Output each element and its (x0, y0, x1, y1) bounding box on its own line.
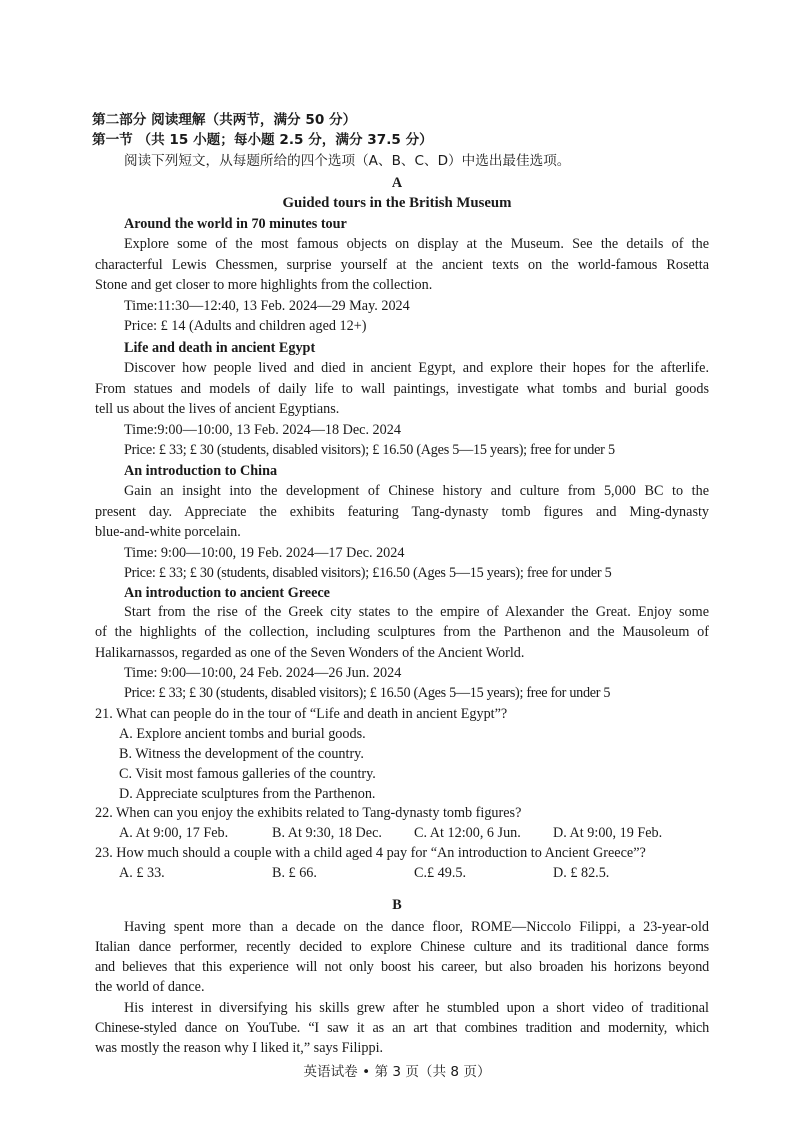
question-21-option-c: C. Visit most famous galleries of the country. (119, 766, 376, 782)
page-footer: 英语试卷 • 第 3 页（共 8 页） (303, 1064, 491, 1080)
passage-b-line: was mostly the reason why I liked it,” says Filippi. (95, 1040, 384, 1056)
tour-time: Time: 9:00—10:00, 24 Feb. 2024—26 Jun. 2024 (124, 665, 402, 681)
tour-price: Price: £ 14 (Adults and children aged 12+) (124, 318, 367, 334)
question-22-option-c: C. At 12:00, 6 Jun. (414, 825, 521, 841)
tour-name: Around the world in 70 minutes tour (124, 216, 347, 232)
tour-desc-line: Gain an insight into the development of Chinese history and culture from 5,000 BC to the (124, 483, 709, 499)
passage-b-line: Chinese-styled dance on YouTube. “I saw it as an art that combines tradition and modernity, which (95, 1020, 709, 1036)
question-22-option-d: D. At 9:00, 19 Feb. (553, 825, 663, 841)
section-heading: 第一节 （共 15 小题；每小题 2.5 分，满分 37.5 分） (92, 132, 433, 148)
question-23-option-c: C.£ 49.5. (414, 865, 467, 881)
instruction-text: 阅读下列短文，从每题所给的四个选项（A、B、C、D）中选出最佳选项。 (124, 153, 571, 169)
passage-b-line: His interest in diversifying his skills grew after he stumbled upon a short video of traditional (124, 1000, 709, 1016)
passage-a-label: A (391, 175, 403, 191)
tour-time: Time:9:00—10:00, 13 Feb. 2024—18 Dec. 2024 (124, 422, 401, 438)
tour-desc-line: Discover how people lived and died in ancient Egypt, and explore their hopes for the afterlife. (124, 360, 709, 376)
tour-desc-line: Start from the rise of the Greek city states to the empire of Alexander the Great. Enjoy some (124, 604, 709, 620)
question-22-stem: 22. When can you enjoy the exhibits related to Tang-dynasty tomb figures? (95, 805, 522, 821)
tour-price: Price: £ 33; £ 30 (students, disabled visitors); £16.50 (Ages 5—15 years); free for under 5 (124, 565, 612, 581)
passage-b-line: Having spent more than a decade on the dance floor, ROME—Niccolo Filippi, a 23-year-old (124, 919, 709, 935)
part-heading: 第二部分 阅读理解（共两节，满分 50 分） (92, 112, 357, 128)
tour-desc-line: of the highlights of the collection, including sculptures from the Parthenon and the Mausoleum of (95, 624, 709, 640)
question-21-option-a: A. Explore ancient tombs and burial goods. (119, 726, 366, 742)
question-21-stem: 21. What can people do in the tour of “Life and death in ancient Egypt”? (95, 706, 508, 722)
tour-desc-line: Halikarnassos, regarded as one of the Seven Wonders of the Ancient World. (95, 645, 525, 661)
passage-b-line: the world of dance. (95, 979, 205, 995)
tour-desc-line: Explore some of the most famous objects on display at the Museum. See the details of the (124, 236, 709, 252)
question-23-option-b: B. £ 66. (272, 865, 317, 881)
tour-time: Time:11:30—12:40, 13 Feb. 2024—29 May. 2024 (124, 298, 410, 314)
question-22-option-a: A. At 9:00, 17 Feb. (119, 825, 229, 841)
tour-price: Price: £ 33; £ 30 (students, disabled visitors); £ 16.50 (Ages 5—15 years); free for under 5 (124, 685, 611, 701)
passage-b-line: Italian dance performer, recently decided to explore Chinese culture and its traditional dance forms (95, 939, 709, 955)
question-23-option-a: A. £ 33. (119, 865, 165, 881)
question-21-option-d: D. Appreciate sculptures from the Parthenon. (119, 786, 376, 802)
tour-price: Price: £ 33; £ 30 (students, disabled visitors); £ 16.50 (Ages 5—15 years); free for under 5 (124, 442, 615, 458)
passage-a-title: Guided tours in the British Museum (282, 195, 512, 211)
question-21-option-b: B. Witness the development of the country. (119, 746, 364, 762)
passage-b-line: and believes that this experience will not only boost his career, but also broaden his horizons beyond (95, 959, 709, 975)
question-23-option-d: D. £ 82.5. (553, 865, 610, 881)
tour-name: An introduction to ancient Greece (124, 585, 330, 601)
tour-name: An introduction to China (124, 463, 278, 479)
tour-desc-line: tell us about the lives of ancient Egyptians. (95, 401, 340, 417)
tour-desc-line: present day. Appreciate the exhibits featuring Tang-dynasty tomb figures and Ming-dynasty (95, 504, 709, 520)
tour-time: Time: 9:00—10:00, 19 Feb. 2024—17 Dec. 2024 (124, 545, 405, 561)
tour-desc-line: From statues and models of daily life to wall paintings, investigate what tombs and burial goods (95, 381, 709, 397)
tour-desc-line: Stone and get closer to more highlights from the collection. (95, 277, 433, 293)
question-22-option-b: B. At 9:30, 18 Dec. (272, 825, 382, 841)
question-23-stem: 23. How much should a couple with a child aged 4 pay for “An introduction to Ancient Greece”? (95, 845, 646, 861)
tour-desc-line: blue-and-white porcelain. (95, 524, 241, 540)
tour-desc-line: characterful Lewis Chessmen, surprise yourself at the ancient texts on the world-famous Rosetta (95, 257, 709, 273)
passage-b-label: B (392, 897, 402, 913)
tour-name: Life and death in ancient Egypt (124, 340, 316, 356)
